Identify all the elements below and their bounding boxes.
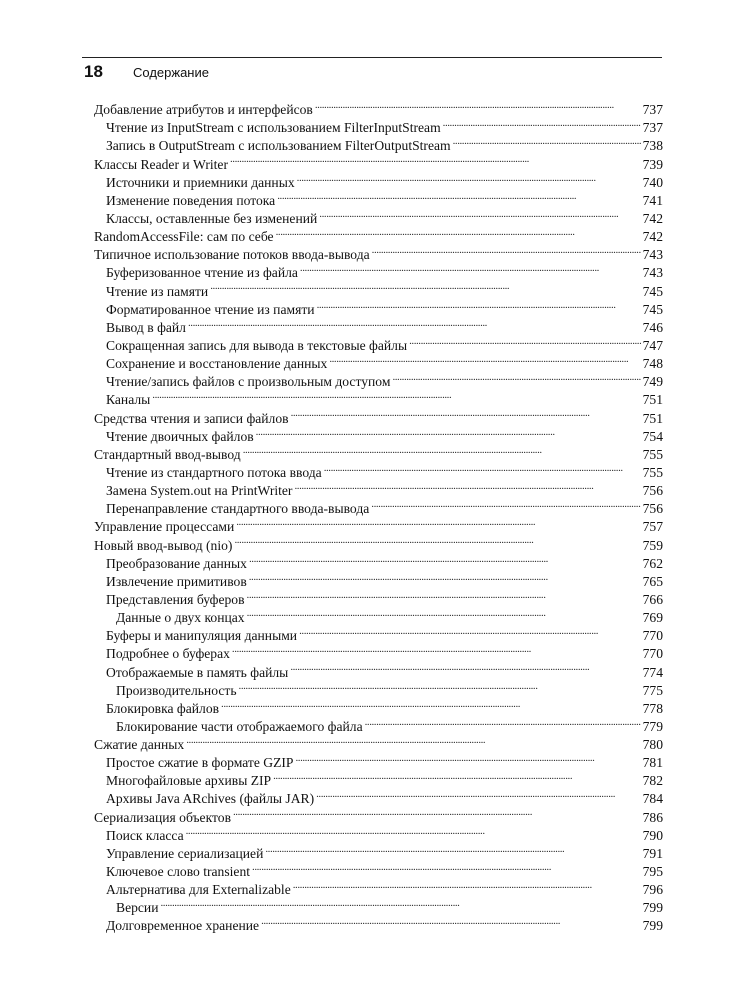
toc-entry-page: 775 [642,682,663,698]
toc-entry-page: 781 [642,755,663,771]
header-rule [82,57,662,58]
toc-entry-page: 737 [642,102,663,118]
dot-leader [210,277,640,295]
toc-entry [94,912,663,934]
running-title: Содержание [133,65,209,80]
toc-entry-title: Сохранение и восстановление данных [106,356,328,372]
toc-entry-page: 740 [642,174,663,190]
toc-entry-title: Вывод в файл [106,319,186,335]
toc-entry-title: Добавление атрибутов и интерфейсов [94,102,313,118]
toc-entry-title: Сокращенная запись для вывода в текстовые файлы [106,337,408,353]
dot-leader [317,296,641,314]
dot-leader [243,441,641,459]
dot-leader [293,876,641,894]
toc-entry-title: Изменение поведения потока [106,192,276,208]
toc-entry-title: Данные о двух концах [116,610,245,626]
page-number: 18 [84,62,103,81]
toc-entry-title: Долговременное хранение [106,918,260,934]
toc-entry-page: 756 [642,501,663,517]
toc-entry-title: Преобразование данных [106,555,247,571]
toc-entry-page: 745 [642,301,663,317]
toc-entry-title: Многофайловые архивы ZIP [106,773,272,789]
toc-entry-page: 799 [642,918,663,934]
dot-leader [319,205,640,223]
dot-leader [277,187,640,205]
dot-leader [221,695,641,713]
toc-entry-page: 782 [642,773,663,789]
dot-leader [249,550,641,568]
toc-entry-title: Чтение/запись файлов с произвольным доступом [106,374,391,390]
toc-entry-page: 743 [642,247,663,263]
toc-entry-title: Перенаправление стандартного ввода-вывода [106,501,370,517]
toc-entry-page: 737 [642,120,663,136]
toc-entry-title: Блокировка файлов [106,700,220,716]
toc-entry-page: 770 [642,646,663,662]
dot-leader [392,368,640,386]
dot-leader [295,749,640,767]
toc-entry-title: Альтернатива для Externalizable [106,882,291,898]
toc-entry-page: 769 [642,610,663,626]
dot-leader [249,568,641,586]
toc-entry-title: Блокирование части отображаемого файла [116,718,363,734]
dot-leader [247,586,641,604]
toc-entry-page: 784 [642,791,663,807]
dot-leader [276,223,641,241]
toc-entry-title: Источники и приемники данных [106,174,295,190]
toc-entry-page: 796 [642,882,663,898]
dot-leader [234,531,640,549]
toc-entry-page: 742 [642,210,663,226]
dot-leader [409,332,641,350]
dot-leader [233,803,641,821]
dot-leader [316,785,641,803]
toc-entry-title: Архивы Java ARchives (файлы JAR) [106,791,315,807]
toc-entry-title: Управление процессами [94,519,235,535]
dot-leader [273,767,640,785]
dot-leader [315,96,641,114]
toc-entry-page: 774 [642,664,663,680]
toc-entry-page: 741 [642,192,663,208]
toc-entry-title: Форматированное чтение из памяти [106,301,315,317]
toc-entry-title: Отображаемые в память файлы [106,664,289,680]
dot-leader [247,604,641,622]
dot-leader [443,114,641,132]
toc-entry-title: Чтение из InputStream с использованием FilterInputStream [106,120,441,136]
dot-leader [239,677,641,695]
dot-leader [265,840,640,858]
toc-entry [94,404,663,426]
toc-entry-page: 759 [642,537,663,553]
dot-leader [291,404,641,422]
toc-entry-title: Буферизованное чтение из файла [106,265,298,281]
toc-entry-page: 739 [642,156,663,172]
toc-entry-page: 790 [642,827,663,843]
dot-leader [300,259,641,277]
toc-entry-page: 754 [642,428,663,444]
toc-entry-page: 762 [642,555,663,571]
toc-entry-page: 738 [642,138,663,154]
toc-entry-page: 755 [642,464,663,480]
dot-leader [252,858,641,876]
toc-entry-page: 747 [642,337,663,353]
toc-entry-page: 746 [642,319,663,335]
dot-leader [294,477,640,495]
dot-leader [453,132,641,150]
toc-entry [94,96,663,118]
toc-entry-title: Новый ввод-вывод (nio) [94,537,233,553]
toc-entry-title: Запись в OutputStream с использованием FilterOutputStream [106,138,451,154]
toc-entry-page: 751 [642,410,663,426]
toc-entry-page: 749 [642,374,663,390]
toc-entry-title: Замена System.out на PrintWriter [106,483,293,499]
toc-entry-page: 779 [642,718,663,734]
toc-entry-title: Версии [116,900,159,916]
dot-leader [232,640,641,658]
dot-leader [371,495,640,513]
toc-entry [94,386,663,408]
dot-leader [329,350,640,368]
toc-entry-title: Каналы [106,392,151,408]
toc-entry-page: 742 [642,229,663,245]
dot-leader [256,423,641,441]
toc-entry-page: 770 [642,628,663,644]
toc-entry-page: 743 [642,265,663,281]
dot-leader [188,314,641,332]
toc-entry-title: Управление сериализацией [106,845,264,861]
toc-entry-title: Чтение из памяти [106,283,209,299]
toc-entry-page: 791 [642,845,663,861]
toc-entry-page: 786 [642,809,663,825]
toc-entry-page: 748 [642,356,663,372]
dot-leader [261,912,641,930]
toc-entry-title: Классы, оставленные без изменений [106,210,318,226]
toc-entry-page: 778 [642,700,663,716]
toc-entry-page: 757 [642,519,663,535]
toc-entry-title: Сериализация объектов [94,809,231,825]
dot-leader [230,150,641,168]
dot-leader [299,622,641,640]
toc-entry-title: Подробнее о буферах [106,646,230,662]
dot-leader [372,241,641,259]
table-of-contents [94,96,663,934]
dot-leader [186,731,640,749]
toc-entry-page: 766 [642,591,663,607]
toc-entry-title: Представления буферов [106,591,245,607]
toc-entry-page: 780 [642,737,663,753]
dot-leader [290,658,640,676]
dot-leader [297,169,641,187]
dot-leader [186,822,641,840]
toc-entry-title: Средства чтения и записи файлов [94,410,289,426]
toc-entry-title: Извлечение примитивов [106,573,247,589]
toc-entry-page: 751 [642,392,663,408]
dot-leader [236,513,640,531]
toc-entry-page: 799 [642,900,663,916]
toc-entry-page: 755 [642,446,663,462]
toc-entry-page: 756 [642,483,663,499]
toc-entry-title: Сжатие данных [94,737,185,753]
toc-entry-title: Простое сжатие в формате GZIP [106,755,294,771]
toc-entry-title: Стандартный ввод-вывод [94,446,241,462]
dot-leader [324,459,641,477]
toc-entry-page: 765 [642,573,663,589]
toc-entry-title: Производительность [116,682,237,698]
toc-entry-title: Ключевое слово transient [106,864,251,880]
toc-entry-title: Чтение двоичных файлов [106,428,254,444]
dot-leader [365,713,641,731]
toc-entry-title: RandomAccessFile: сам по себе [94,229,274,245]
toc-entry-title: Поиск класса [106,827,184,843]
toc-entry-title: Чтение из стандартного потока ввода [106,464,322,480]
toc-entry-title: Буферы и манипуляция данными [106,628,298,644]
toc-entry-page: 795 [642,864,663,880]
toc-entry [94,894,663,916]
dot-leader [152,386,640,404]
toc-entry-page: 745 [642,283,663,299]
dot-leader [160,894,640,912]
toc-entry-title: Классы Reader и Writer [94,156,228,172]
toc-entry-title: Типичное использование потоков ввода-вывода [94,247,370,263]
